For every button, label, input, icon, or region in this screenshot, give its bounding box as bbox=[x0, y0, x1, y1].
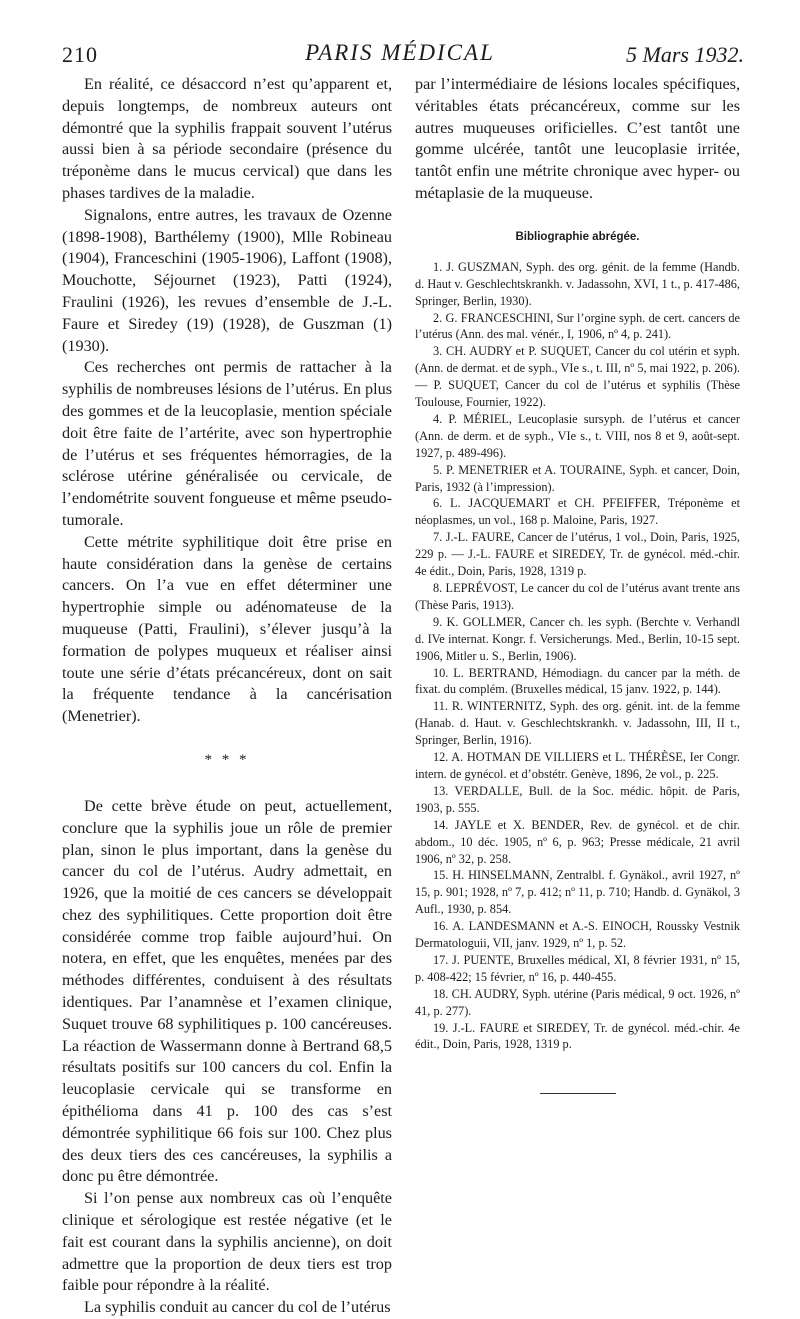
reference-item: 5. P. MENETRIER et A. TOURAINE, Syph. et cancer, Doin, Paris, 1932 (à l’impression). bbox=[415, 462, 740, 494]
section-separator: * * * bbox=[204, 751, 250, 768]
issue-date: 5 Mars 1932. bbox=[626, 42, 744, 67]
reference-list bbox=[415, 259, 740, 1054]
right-column bbox=[415, 74, 740, 1094]
end-rule bbox=[540, 1093, 616, 1094]
paragraph: En réalité, ce désaccord n’est qu’apparent et, depuis longtemps, de nombreux auteurs ont démontré que la syphilis frappait souvent l’utérus aussi bien à sa période secondaire (présence du tréponème dans le mucus cervical) que dans les phases tardives de la maladie. bbox=[62, 75, 392, 202]
reference-item: 16. A. LANDESMANN et A.-S. EINOCH, Roussky Vestnik Dermatologuii, VII, janv. 1929, nº 1, p. 52. bbox=[415, 919, 740, 951]
journal-title: PARIS MÉDICAL bbox=[305, 40, 495, 65]
page-number: 210 bbox=[62, 42, 98, 67]
paragraph: De cette brève étude on peut, actuellement, conclure que la syphilis joue un rôle de premier plan, sinon le plus important, dans la genèse du cancer du col de l’utérus. Audry admettait, en 1926, que la moitié de ces cancers se développait chez des syphilitiques. Cette proportion doit être considérée comme trop faible aujourd’hui. On notera, en effet, que les enquêtes, menées par des méthodes différentes, conduisent à des résultats identiques. Par l’anamnèse et l’examen clinique, Suquet trouve 68 syphilitiques p. 100 cancéreuses. La réaction de Wassermann donne à Bertrand 68,5 résultats positifs sur 100 cancers du col. Enfin la leucoplasie cervicale qui se transforme en épithélioma dans 41 p. 100 des cas s’est démontrée syphilitique 66 fois sur 100. Chez plus des deux tiers des ces cancéreuses, la syphilis a donc pu être démontrée. bbox=[62, 796, 392, 1186]
reference-item: 1. J. GUSZMAN, Syph. des org. génit. de la femme (Handb. d. Haut v. Geschlechtskrankh. v. Jadassohn, XVI, 1 t., p. 417-486, Springer, Berlin, 1930). bbox=[415, 259, 740, 308]
reference-item: 2. G. FRANCESCHINI, Sur l’orgine syph. de cert. cancers de l’utérus (Ann. des mal. vénér., I, 1906, nº 4, p. 241). bbox=[415, 310, 740, 342]
reference-item: 6. L. JACQUEMART et CH. PFEIFFER, Tréponème et néoplasmes, un vol., 168 p. Maloine, Paris, 1927. bbox=[415, 496, 740, 528]
reference-item: 9. K. GOLLMER, Cancer ch. les syph. (Berchte v. Verhandl d. IVe internat. Kongr. f. Versicherungs. Med., Berlin, 10-15 sept. 1906, Mitler u. S., Berlin, 1906). bbox=[415, 614, 740, 663]
paragraph: Cette métrite syphilitique doit être prise en haute considération dans la genèse de certains cancers. On l’a vue en effet déterminer une hypertrophie simple ou adénomateuse de la muqueuse (Patti, Fraulini), s’élever jusqu’à la formation de polypes muqueux et réaliser ainsi toute une série d’états précancéreux, dont on sait la fréquente tendance à la cancérisation (Menetrier). bbox=[62, 532, 392, 726]
left-column bbox=[62, 74, 392, 1319]
running-header bbox=[0, 30, 800, 67]
paragraph: La syphilis conduit au cancer du col de l’utérus bbox=[84, 1298, 391, 1317]
reference-item: 4. P. MÉRIEL, Leucoplasie sursyph. de l’utérus et cancer (Ann. de derm. et de syph., VIe s., t. VIII, nos 8 et 9, août-sept. 1927, p. 489-496). bbox=[415, 411, 740, 460]
reference-item: 7. J.-L. FAURE, Cancer de l’utérus, 1 vol., Doin, Paris, 1925, 229 p. — J.-L. FAURE et SIREDEY, Tr. de gynécol. méd.-chir. 4e édit., Doin, Paris, 1928, 1319 p. bbox=[415, 530, 740, 579]
reference-item: 11. R. WINTERNITZ, Syph. des org. génit. int. de la femme (Hanab. d. Haut. v. Geschlechtskrankh. v. Jadassohn, III, II t., Springer, Berlin, 1916). bbox=[415, 699, 740, 748]
reference-item: 14. JAYLE et X. BENDER, Rev. de gynécol. et de chir. abdom., 10 déc. 1905, nº 6, p. 963; Presse médicale, 21 avril 1906, nº 32, p. 258. bbox=[415, 817, 740, 866]
paragraph: Signalons, entre autres, les travaux de Ozenne (1898-1908), Barthélemy (1900), Mlle Robineau (1904), Franceschini (1905-1906), Laffont (1908), Mouchotte, Séjournet (1923), Patti (1924), Fraulini (1926), les revues d’ensemble de J.-L. Faure et Siredey (19) (1928), de Guszman (1) (1930). bbox=[62, 205, 392, 355]
paragraph: Si l’on pense aux nombreux cas où l’enquête clinique et sérologique est restée négative (et le fait est courant dans la syphilis ancienne), on doit admettre que la proportion de deux tiers est trop faible pour répondre à la réalité. bbox=[62, 1189, 392, 1295]
reference-item: 15. H. HINSELMANN, Zentralbl. f. Gynäkol., avril 1927, nº 15, p. 901; 1928, nº 7, p. 412; nº 11, p. 710; Handb. d. Gynäkol, 3 Aufl., 1930, p. 854. bbox=[415, 868, 740, 917]
reference-item: 19. J.-L. FAURE et SIREDEY, Tr. de gynécol. méd.-chir. 4e édit., Doin, Paris, 1928, 1319 p. bbox=[415, 1020, 740, 1052]
reference-item: 8. LEPRÉVOST, Le cancer du col de l’utérus avant trente ans (Thèse Paris, 1913). bbox=[415, 581, 740, 612]
reference-item: 18. CH. AUDRY, Syph. utérine (Paris médical, 9 oct. 1926, nº 41, p. 277). bbox=[415, 986, 740, 1018]
reference-item: 12. A. HOTMAN DE VILLIERS et L. THÉRÈSE, Ier Congr. intern. de gynécol. et d’obstétr. Genève, 1896, 2e vol., p. 225. bbox=[415, 750, 740, 781]
paragraph: Ces recherches ont permis de rattacher à la syphilis de nombreuses lésions de l’utérus. En plus des gommes et de la leucoplasie, mention spéciale doit être faite de l’artérite, avec son hypertrophie de l’utérus et ses fréquentes hémorragies, de la sclérose utérine généralisée ou cervicale, de l’endométrite souvent fongueuse et même pseudo-tumorale. bbox=[62, 358, 393, 529]
reference-item: 10. L. BERTRAND, Hémodiagn. du cancer par la méth. de fixat. du complém. (Bruxelles médical, 15 janv. 1922, p. 144). bbox=[415, 665, 740, 697]
reference-item: 17. J. PUENTE, Bruxelles médical, XI, 8 février 1931, nº 15, p. 408-422; 15 février, nº 16, p. 440-455. bbox=[415, 952, 740, 984]
paragraph-continuation: par l’intermédiaire de lésions locales spécifiques, véritables états précancéreux, comme sur les autres muqueuses orificielles. C’est tantôt une gomme ulcérée, tantôt une leucoplasie irritée, tantôt enfin une métrite chronique avec hyper- ou métaplasie de la muqueuse. bbox=[415, 75, 740, 202]
reference-item: 13. VERDALLE, Bull. de la Soc. médic. hôpit. de Paris, 1903, p. 555. bbox=[415, 783, 740, 815]
reference-item: 3. CH. AUDRY et P. SUQUET, Cancer du col utérin et syph. (Ann. de dermat. et de syph., VIe s., t. III, nº 5, mai 1922, p. 206). — P. SUQUET, Cancer du col de l’utérus et syphilis (Thèse Toulouse, Fournier, 1922). bbox=[415, 344, 740, 410]
bibliography-title: Bibliographie abrégée. bbox=[515, 230, 640, 243]
